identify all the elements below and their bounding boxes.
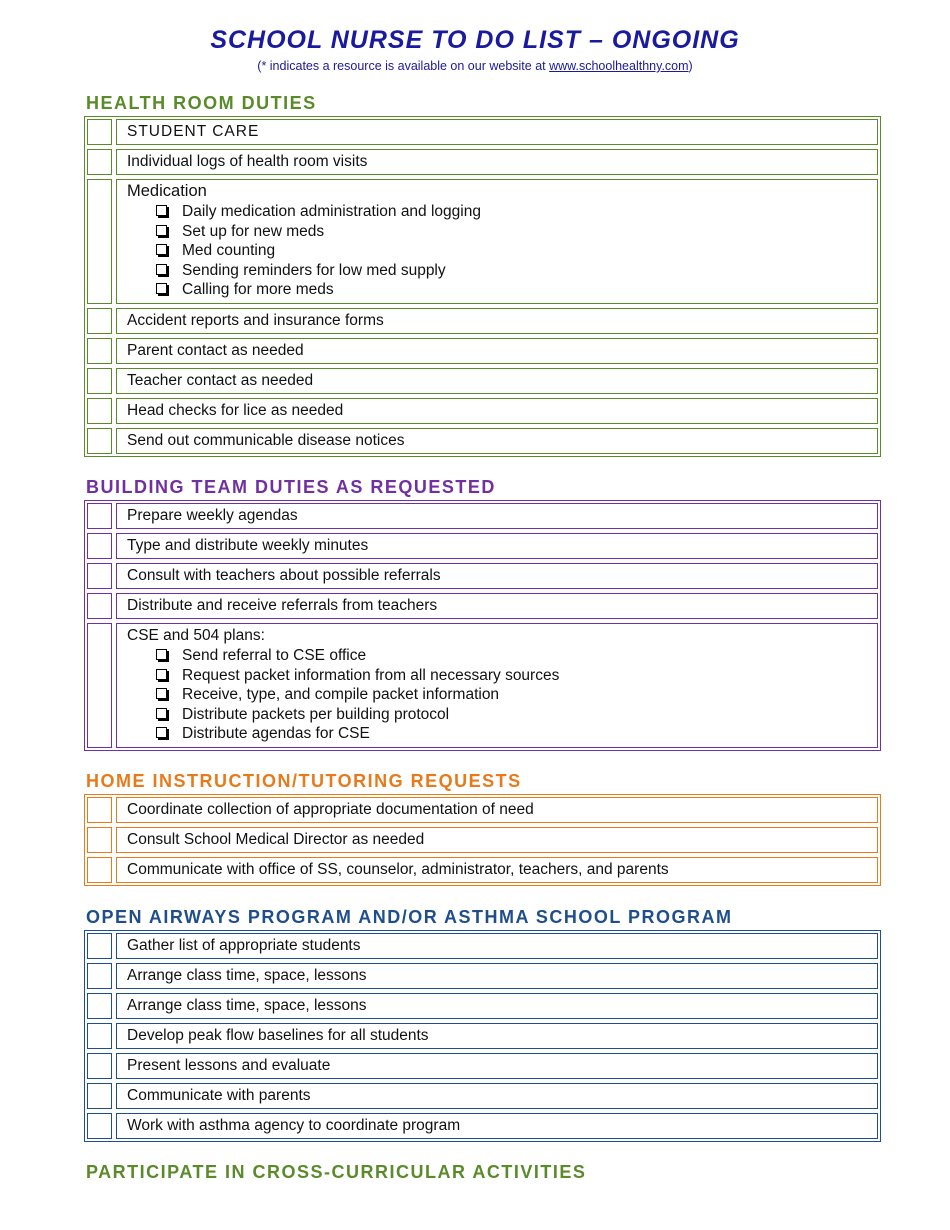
section-building-team [84,476,881,751]
checkbox[interactable] [87,933,112,959]
checkbox[interactable] [87,1053,112,1079]
section-cross-curricular [84,1161,881,1183]
checklist-item: Work with asthma agency to coordinate program [116,1113,878,1139]
sub-item: Send referral to CSE office [156,646,867,666]
checklist-item: Communicate with parents [116,1083,878,1109]
checklist-row [87,119,878,145]
checklist-row [87,827,878,853]
checklist-row [87,1023,878,1049]
checklist-row [87,1113,878,1139]
checklist-item: Individual logs of health room visits [116,149,878,175]
subtitle-prefix: (* indicates a resource is available on our website at [257,59,550,73]
checklist-row [87,1083,878,1109]
checklist-row [87,149,878,175]
checklist-item: Medication Daily medication administration and logging Set up for new meds Med counting Sending reminders for low med supply Calling for more meds [116,179,878,304]
sub-item: Med counting [156,241,867,261]
checklist-item: Accident reports and insurance forms [116,308,878,334]
checklist-item: Consult School Medical Director as needed [116,827,878,853]
checkbox[interactable] [87,119,112,145]
checklist-item: Prepare weekly agendas [116,503,878,529]
checklist-row [87,933,878,959]
checklist-item: Teacher contact as needed [116,368,878,394]
checklist-item: Distribute and receive referrals from teachers [116,593,878,619]
section-heading: HOME INSTRUCTION/TUTORING REQUESTS [86,771,522,791]
sub-checkbox-icon[interactable] [156,649,167,660]
checklist-item: CSE and 504 plans: Send referral to CSE office Request packet information from all necessary sources Receive, type, and compile packet information Distribute packets per building protocol Distribute agendas for CSE [116,623,878,748]
checklist-box [84,500,881,751]
sub-checklist [127,646,867,744]
checklist-row [87,963,878,989]
checklist-row [87,308,878,334]
checkbox[interactable] [87,338,112,364]
sub-item: Sending reminders for low med supply [156,261,867,281]
page-title: SCHOOL NURSE TO DO LIST – ONGOING [210,26,740,54]
sub-item: Daily medication administration and logging [156,202,867,222]
sub-checkbox-icon[interactable] [156,669,167,680]
checklist-item: Type and distribute weekly minutes [116,533,878,559]
checklist-item: Parent contact as needed [116,338,878,364]
checklist-item: Consult with teachers about possible referrals [116,563,878,589]
section-heading: OPEN AIRWAYS PROGRAM AND/OR ASTHMA SCHOOL PROGRAM [86,907,733,927]
sub-checkbox-icon[interactable] [156,205,167,216]
checklist-row [87,533,878,559]
section-heading: PARTICIPATE IN CROSS-CURRICULAR ACTIVITIES [86,1162,587,1182]
checklist-row [87,398,878,424]
sub-item: Calling for more meds [156,280,867,300]
checkbox[interactable] [87,308,112,334]
checklist-row [87,428,878,454]
checklist-item: Communicate with office of SS, counselor, administrator, teachers, and parents [116,857,878,883]
page-subtitle [0,59,950,73]
section-open-airways [84,906,881,1142]
checkbox[interactable] [87,623,112,748]
checkbox[interactable] [87,368,112,394]
checkbox[interactable] [87,593,112,619]
checklist-row [87,338,878,364]
sub-checkbox-icon[interactable] [156,225,167,236]
sub-checkbox-icon[interactable] [156,283,167,294]
checklist-row [87,179,878,304]
sub-item: Distribute packets per building protocol [156,705,867,725]
checklist-row [87,797,878,823]
checklist-row [87,993,878,1019]
checklist-item: Present lessons and evaluate [116,1053,878,1079]
checkbox[interactable] [87,857,112,883]
checkbox[interactable] [87,1113,112,1139]
section-heading: HEALTH ROOM DUTIES [86,93,317,113]
sub-item: Set up for new meds [156,222,867,242]
checklist-box [84,794,881,886]
checklist-row [87,623,878,748]
sub-item: Distribute agendas for CSE [156,724,867,744]
section-health-room [84,92,881,457]
sub-checklist [127,202,867,300]
subtitle-suffix: ) [688,59,693,73]
checklist-item: Send out communicable disease notices [116,428,878,454]
checklist-box [84,930,881,1142]
sub-checkbox-icon[interactable] [156,688,167,699]
sub-item: Request packet information from all necessary sources [156,666,867,686]
checkbox[interactable] [87,179,112,304]
checklist-row [87,563,878,589]
checkbox[interactable] [87,1023,112,1049]
checklist-item: Gather list of appropriate students [116,933,878,959]
checkbox[interactable] [87,149,112,175]
checkbox[interactable] [87,563,112,589]
website-link[interactable]: www.schoolhealthny.com [549,59,689,73]
checklist-item: STUDENT CARE [116,119,878,145]
checkbox[interactable] [87,993,112,1019]
checkbox[interactable] [87,827,112,853]
checkbox[interactable] [87,533,112,559]
checklist-item: Arrange class time, space, lessons [116,993,878,1019]
sub-checkbox-icon[interactable] [156,708,167,719]
checklist-row [87,368,878,394]
checklist-row [87,857,878,883]
checkbox[interactable] [87,398,112,424]
section-home-instruction [84,770,881,886]
checklist-box [84,116,881,457]
checklist-row [87,1053,878,1079]
sub-item: Receive, type, and compile packet information [156,685,867,705]
checkbox[interactable] [87,428,112,454]
sub-checkbox-icon[interactable] [156,727,167,738]
checklist-row [87,593,878,619]
checklist-item: Arrange class time, space, lessons [116,963,878,989]
sub-checkbox-icon[interactable] [156,244,167,255]
sub-checkbox-icon[interactable] [156,264,167,275]
checkbox[interactable] [87,797,112,823]
checkbox[interactable] [87,503,112,529]
checklist-item: Coordinate collection of appropriate documentation of need [116,797,878,823]
checklist-item: Develop peak flow baselines for all students [116,1023,878,1049]
checklist-row [87,503,878,529]
checkbox[interactable] [87,963,112,989]
section-heading: BUILDING TEAM DUTIES AS REQUESTED [86,477,496,497]
checklist-item: Head checks for lice as needed [116,398,878,424]
checkbox[interactable] [87,1083,112,1109]
